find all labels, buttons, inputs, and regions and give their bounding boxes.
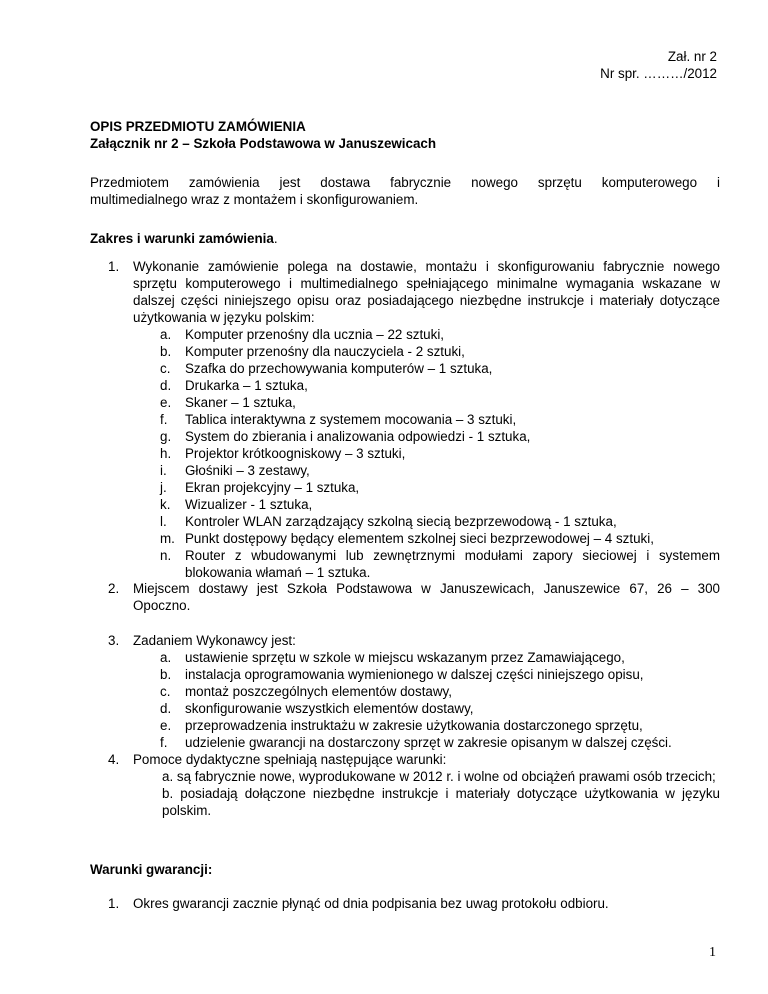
list-item: b. posiadają dołączone niezbędne instrukcje i materiały dotyczące użytkowania w języku polskim. — [162, 786, 720, 818]
list-item: f. udzielenie gwarancji na dostarczony sprzęt w zakresie opisanym w dalszej części. — [160, 735, 672, 750]
list-item: e. przeprowadzenia instruktażu w zakresie użytkowania dostarczonego sprzętu, — [160, 718, 643, 733]
list-item: j. Ekran projekcyjny – 1 sztuka, — [160, 480, 360, 495]
scope-heading — [90, 230, 278, 247]
scope-item-1-text: Wykonanie zamówienie polega na dostawie, montażu i skonfigurowaniu fabrycznie nowego sprzętu komputerowego i multimedialnego spełniającego minimalne wymagania wskazane w dalszej części niniejszego opisu oraz posiadającego niezbędne instrukcje i materiały dotyczące użytkowania w języku polskim: — [133, 259, 720, 325]
scope-item-3-number: 3. — [108, 633, 120, 648]
scope-item-4-text: Pomoce dydaktyczne spełniają następujące warunki: — [133, 752, 447, 767]
list-item: c. montaż poszczególnych elementów dostawy, — [160, 684, 452, 699]
scope-item-4-number: 4. — [108, 752, 120, 767]
intro-line-2: multimedialnego wraz z montażem i skonfigurowaniem. — [90, 192, 419, 207]
scope-item-2-number: 2. — [108, 581, 120, 596]
intro-line-1: Przedmiotem zamówienia jest dostawa fabrycznie nowego sprzętu komputerowego i — [90, 175, 720, 190]
list-item: f. Tablica interaktywna z systemem mocowania – 3 sztuki, — [160, 412, 517, 427]
list-item: b. instalacja oprogramowania wymienionego w dalszej części niniejszego opisu, — [160, 667, 644, 682]
list-item: a. ustawienie sprzętu w szkole w miejscu wskazanym przez Zamawiającego, — [160, 650, 625, 665]
document-header — [600, 48, 717, 82]
list-item: k. Wizualizer - 1 sztuka, — [160, 497, 313, 512]
warranty-heading: Warunki gwarancji: — [90, 862, 213, 877]
scope-item-2-text: Miejscem dostawy jest Szkoła Podstawowa w Januszewicach, Januszewice 67, 26 – 300 Opoczno. — [133, 581, 720, 613]
list-item: d. Drukarka – 1 sztuka, — [160, 378, 308, 393]
warranty-item-1-number: 1. — [108, 896, 120, 911]
page-number: 1 — [709, 945, 716, 960]
scope-item-2 — [90, 580, 720, 614]
scope-item-3-text: Zadaniem Wykonawcy jest: — [133, 633, 296, 648]
list-item: i. Głośniki – 3 zestawy, — [160, 463, 310, 478]
warranty-item-1-text: Okres gwarancji zacznie płynąć od dnia podpisania bez uwag protokołu odbioru. — [133, 896, 609, 911]
scope-heading-dot: . — [273, 231, 278, 246]
list-item: a. Komputer przenośny dla ucznia – 22 sztuki, — [160, 327, 445, 342]
list-item: d. skonfigurowanie wszystkich elementów dostawy, — [160, 701, 474, 716]
document-title: OPIS PRZEDMIOTU ZAMÓWIENIA — [90, 119, 306, 134]
case-number: Nr spr. ………/2012 — [600, 66, 717, 81]
list-item: h. Projektor krótkoogniskowy – 3 sztuki, — [160, 446, 406, 461]
list-item: g. System do zbierania i analizowania odpowiedzi - 1 sztuka, — [160, 429, 531, 444]
list-item: l. Kontroler WLAN zarządzający szkolną siecią bezprzewodową - 1 sztuka, — [160, 514, 617, 529]
warranty-item-1 — [90, 895, 720, 912]
scope-item-3 — [90, 632, 720, 751]
list-item: b. Komputer przenośny dla nauczyciela - 2 sztuki, — [160, 344, 465, 359]
scope-item-1-number: 1. — [108, 259, 120, 274]
scope-item-4 — [90, 751, 720, 819]
attachment-number: Zał. nr 2 — [667, 49, 717, 64]
document-subtitle: Załącznik nr 2 – Szkoła Podstawowa w Januszewicach — [90, 136, 437, 151]
intro-paragraph — [90, 174, 720, 208]
list-item: e. Skaner – 1 sztuka, — [160, 395, 296, 410]
list-item: n. Router z wbudowanymi lub zewnętrznymi modułami zapory sieciowej i systemem blokowania włamań – 1 sztuka. — [160, 548, 720, 580]
title-block — [90, 118, 720, 152]
list-item: a. są fabrycznie nowe, wyprodukowane w 2012 r. i wolne od obciążeń prawami osób trzecich; — [162, 769, 716, 784]
list-item: m. Punkt dostępowy będący elementem szkolnej sieci bezprzewodowej – 4 sztuki, — [160, 531, 654, 546]
scope-heading-text: Zakres i warunki zamówienia — [90, 231, 274, 246]
list-item: c. Szafka do przechowywania komputerów – 1 sztuka, — [160, 361, 493, 376]
scope-item-1 — [90, 258, 720, 581]
